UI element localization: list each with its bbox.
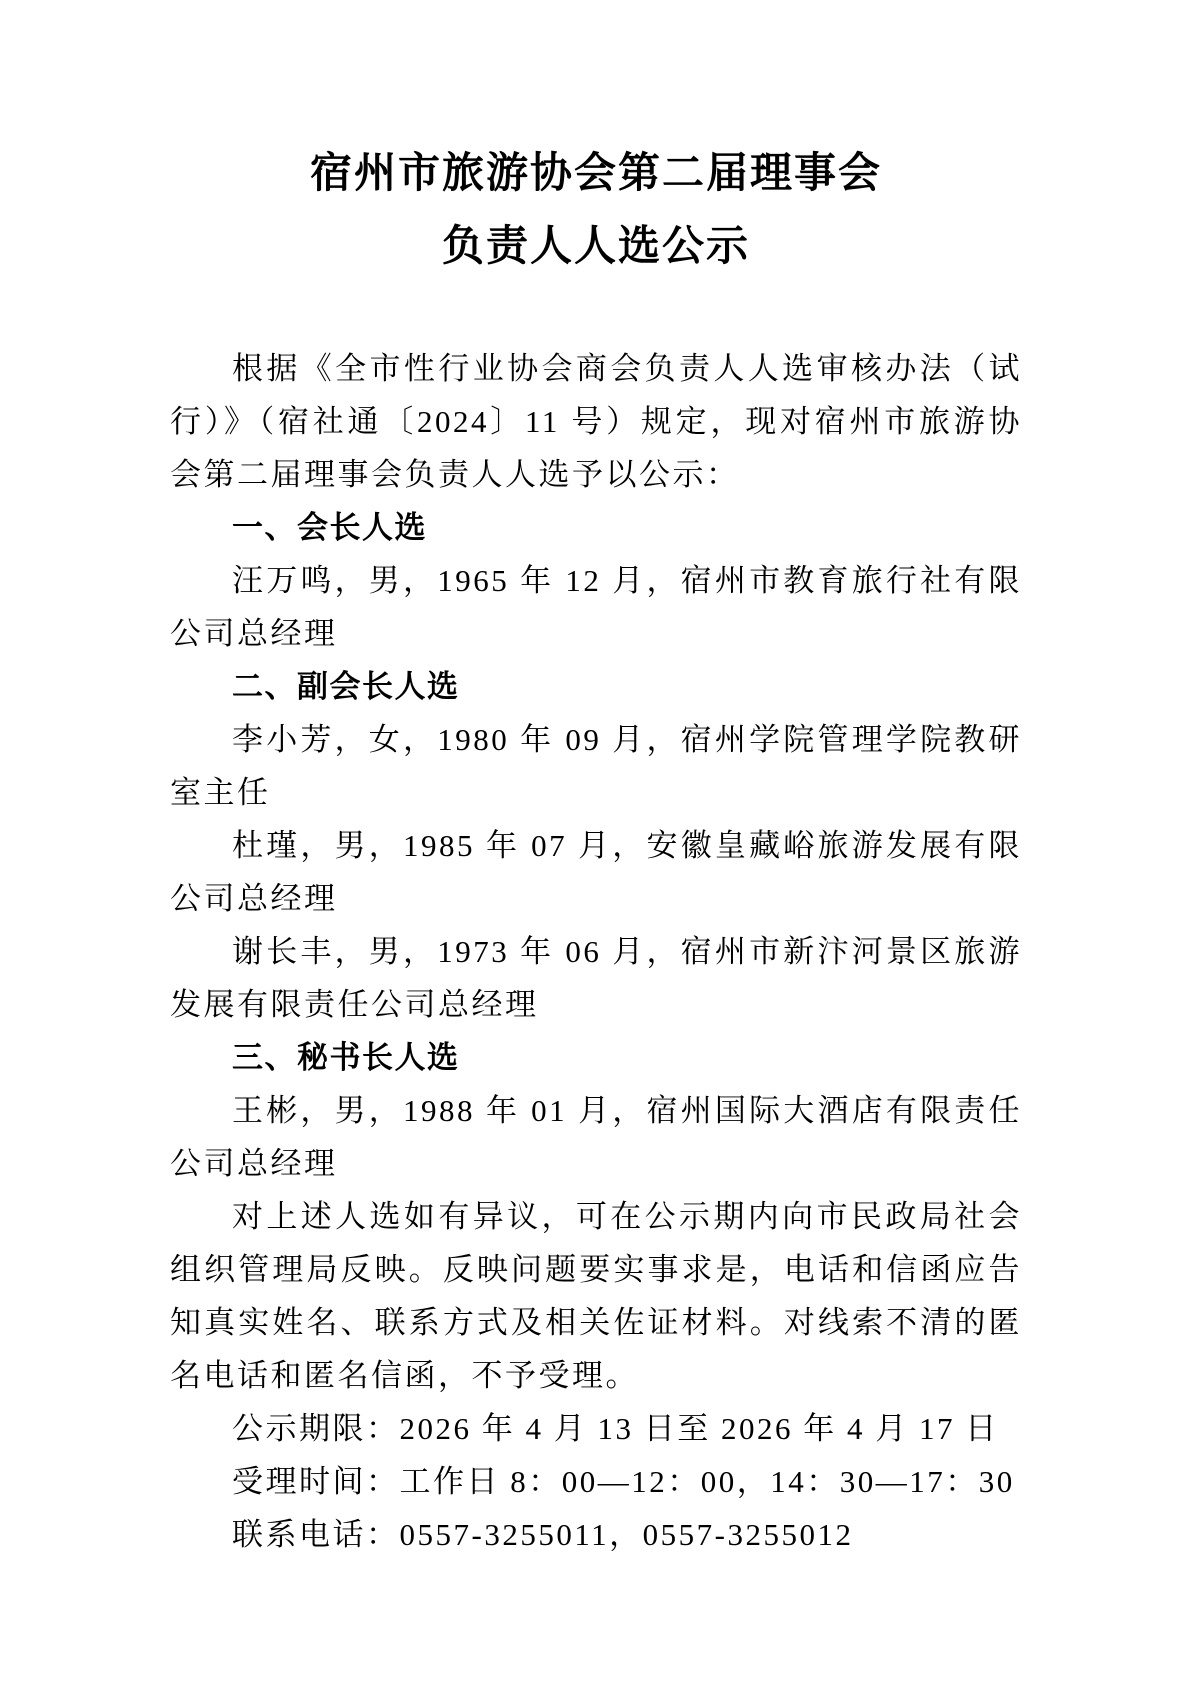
intro-paragraph: 根据《全市性行业协会商会负责人人选审核办法（试行）》（宿社通〔2024〕11 号）规定，现对宿州市旅游协会第二届理事会负责人人选予以公示： [170, 351, 1022, 492]
section-heading-chairman: 一、会长人选 [232, 510, 427, 545]
document-body [170, 342, 1022, 1561]
objection-notice-paragraph: 对上述人选如有异议，可在公示期内向市民政局社会组织管理局反映。反映问题要实事求是，电话和信函应告知真实姓名、联系方式及相关佐证材料。对线索不清的匿名电话和匿名信函，不予受理。 [170, 1199, 1022, 1393]
candidate-entry: 李小芳，女，1980 年 09 月，宿州学院管理学院教研室主任 [170, 722, 1022, 810]
document-title [170, 138, 1022, 284]
candidate-entry: 汪万鸣，男，1965 年 12 月，宿州市教育旅行社有限公司总经理 [170, 563, 1022, 651]
candidate-entry: 王彬，男，1988 年 01 月，宿州国际大酒店有限责任公司总经理 [170, 1093, 1022, 1181]
candidate-entry: 杜瑾，男，1985 年 07 月，安徽皇藏峪旅游发展有限公司总经理 [170, 828, 1022, 916]
acceptance-time-line: 受理时间：工作日 8：00—12：00，14：30—17：30 [232, 1464, 1015, 1499]
document-title-line1: 宿州市旅游协会第二届理事会 [309, 151, 882, 197]
section-heading-vice-chairman: 二、副会长人选 [232, 669, 460, 704]
publicity-period-line: 公示期限：2026 年 4 月 13 日至 2026 年 4 月 17 日 [232, 1411, 999, 1446]
document-title-line2: 负责人人选公示 [441, 224, 750, 270]
contact-phone-line: 联系电话：0557-3255011，0557-3255012 [232, 1517, 854, 1552]
candidate-entry: 谢长丰，男，1973 年 06 月，宿州市新汴河景区旅游发展有限责任公司总经理 [170, 934, 1022, 1022]
section-heading-secretary-general: 三、秘书长人选 [232, 1040, 460, 1075]
